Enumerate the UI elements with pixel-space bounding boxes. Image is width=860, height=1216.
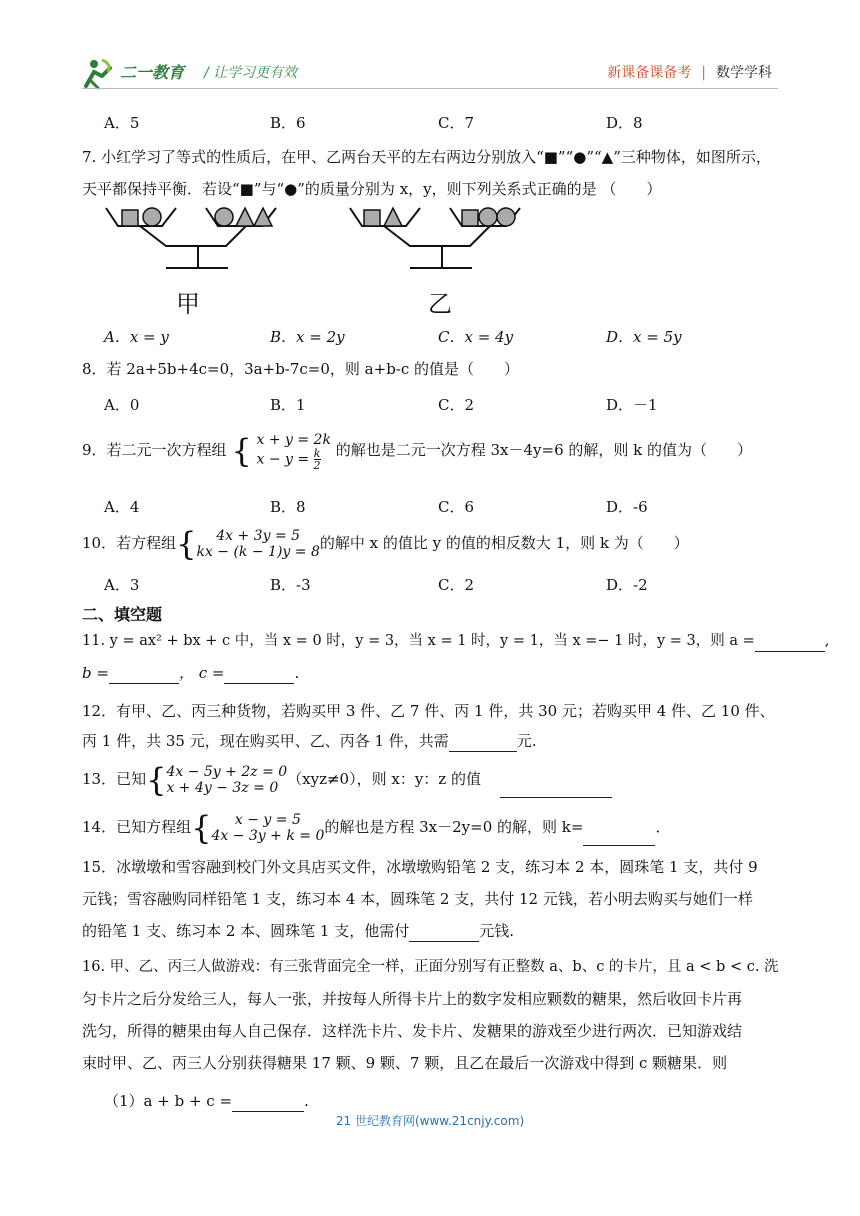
header-rule	[82, 88, 778, 89]
square-icon	[462, 210, 478, 226]
q10-system	[196, 528, 319, 560]
circle-icon	[143, 208, 161, 226]
q9-option-d: D．-6	[606, 498, 648, 516]
balance-figure	[96, 200, 716, 320]
logo-text: 二一教育	[120, 63, 185, 82]
brace-icon: {	[191, 809, 212, 847]
q11-blank-a[interactable]	[755, 651, 825, 652]
q9-eq1: x + y = 2k	[256, 431, 331, 448]
q9-option-a: A．4	[104, 498, 140, 516]
q11-line2: b = ， c = .	[82, 664, 300, 682]
q12-line2: 丙 1 件，共 35 元，现在购买甲、乙、丙各 1 件，共需 元.	[82, 732, 537, 750]
q12-line1: 12．有甲、乙、丙三种货物，若购买甲 3 件、乙 7 件、丙 1 件，共 30 元；若购买甲 4 件、乙 10 件、	[82, 702, 775, 720]
label-yi: 乙	[428, 290, 452, 318]
header-course: 新课备课备考	[607, 65, 692, 81]
q8-option-b: B．1	[270, 396, 306, 414]
q15-blank[interactable]	[409, 941, 479, 942]
circle-icon	[215, 208, 233, 226]
section-title: 二、填空题	[82, 605, 163, 624]
square-icon	[122, 210, 138, 226]
q15-line2: 元钱；雪容融购同样铅笔 1 支，练习本 4 本，圆珠笔 2 支，共付 12 元钱，若小明去购买与她们一样	[82, 890, 753, 908]
q10-eq2: kx − (k − 1)y = 8	[196, 544, 320, 560]
q10-option-c: C．2	[438, 576, 475, 594]
q10-option-a: A．3	[104, 576, 140, 594]
header-subject: 数学学科	[716, 65, 772, 81]
q7-text-line1: 7. 小红学习了等式的性质后，在甲、乙两台天平的左右两边分别放入“■”“●”“▲”三种物体，如图所示，	[82, 148, 771, 166]
circle-icon	[479, 208, 497, 226]
q10-eq1: 4x + 3y = 5	[216, 528, 301, 544]
q10-option-b: B．-3	[270, 576, 311, 594]
q11-text: 11. y = ax² + bx + c 中，当 x = 0 时，y = 3，当 x = 1 时，y = 1，当 x =− 1 时，y = 3，则 a =	[82, 633, 755, 649]
q8-option-d: D．－1	[606, 396, 658, 414]
q6-option-a: A．5	[104, 114, 140, 132]
q7-option-b: B．x = 2y	[270, 328, 345, 346]
q9-prefix: 9．若二元一次方程组	[82, 441, 227, 459]
page-header	[0, 0, 860, 96]
q10-prefix: 10．若方程组	[82, 534, 177, 552]
q14-text: 14．已知方程组{ x − y = 5 4x − 3y + k = 0 的解也是方程 3x－2y=0 的解，则 k= ．	[82, 809, 671, 847]
q16-sub1: （1）a + b + c = .	[104, 1092, 309, 1110]
q9-system	[256, 432, 330, 471]
q6-option-c: C．7	[438, 114, 475, 132]
q7-option-d: D．x = 5y	[606, 328, 682, 346]
q10-suffix: 的解中 x 的值比 y 的值的相反数大 1，则 k 为（ ）	[319, 534, 689, 552]
q8-option-c: C．2	[438, 396, 475, 414]
q9-option-b: B．8	[270, 498, 306, 516]
q11-b-label: b =	[82, 664, 109, 682]
q11-blank-b[interactable]	[109, 683, 179, 684]
q16-line2: 匀卡片之后分发给三人，每人一张，并按每人所得卡片上的数字发相应颗数的糖果，然后收回卡片再	[82, 990, 743, 1008]
q15-line1: 15．冰墩墩和雪容融到校门外文具店买文件，冰墩墩购铅笔 2 支，练习本 2 本，圆珠笔 1 支，共付 9	[82, 858, 758, 876]
q11-line1: 11. y = ax² + bx + c 中，当 x = 0 时，y = 3，当 x = 1 时，y = 1，当 x =− 1 时，y = 3，则 a = ,	[82, 630, 829, 652]
header-right	[607, 62, 772, 82]
q9-option-c: C．6	[438, 498, 475, 516]
square-icon	[364, 210, 380, 226]
triangle-icon	[236, 208, 254, 226]
q14-blank[interactable]	[583, 845, 655, 846]
q10-text	[82, 524, 689, 562]
slogan: / 让学习更有效	[204, 65, 298, 81]
q9-text	[82, 430, 752, 471]
q7-option-c: C．x = 4y	[438, 328, 514, 346]
q11-c-label: ， c =	[178, 664, 225, 682]
q16-line4: 束时甲、乙、丙三人分别获得糖果 17 颗、9 颗、7 颗，且乙在最后一次游戏中得到 c 颗糖果．则	[82, 1054, 728, 1072]
q6-option-b: B．6	[270, 114, 306, 132]
q8-option-a: A．0	[104, 396, 140, 414]
brace-icon: {	[231, 432, 252, 470]
triangle-icon	[384, 208, 402, 226]
label-jia: 甲	[176, 290, 200, 318]
q15-line3: 的铅笔 1 支、练习本 2 本、圆珠笔 1 支，他需付 元钱.	[82, 922, 515, 940]
q13-text: 13．已知{ 4x − 5y + 2z = 0 x + 4y − 3z = 0 （xyz≠0），则 x：y：z 的值	[82, 760, 612, 798]
header-separator: |	[701, 65, 706, 81]
q7-text-line2: 天平都保持平衡．若设“■”与“●”的质量分别为 x，y，则下列关系式正确的是 （ ）	[82, 180, 662, 198]
circle-icon	[497, 208, 515, 226]
q14-system: x − y = 5 4x − 3y + k = 0	[211, 812, 325, 844]
q9-fraction: $\frac{k}{2}$	[313, 446, 321, 472]
q6-option-d: D．8	[606, 114, 643, 132]
q13-system: 4x − 5y + 2z = 0 x + 4y − 3z = 0	[166, 764, 288, 796]
brace-icon: {	[146, 761, 167, 799]
q9-eq2: x − y =	[256, 451, 310, 467]
q16-line3: 洗匀，所得的糖果由每人自己保存．这样洗卡片、发卡片、发糖果的游戏至少进行两次．已知游戏结	[82, 1022, 743, 1040]
q8-text: 8．若 2a+5b+4c=0，3a+b-7c=0，则 a+b-c 的值是（ ）	[82, 360, 520, 378]
page-footer: 21 世纪教育网(www.21cnjy.com)	[335, 1114, 525, 1128]
q11-blank-c[interactable]	[224, 683, 294, 684]
brace-icon: {	[176, 525, 197, 563]
q9-suffix: 的解也是二元一次方程 3x－4y=6 的解，则 k 的值为（ ）	[335, 441, 753, 459]
q13-blank[interactable]	[500, 797, 612, 798]
q7-option-a: A．x = y	[104, 328, 169, 346]
q10-option-d: D．-2	[606, 576, 648, 594]
q12-blank[interactable]	[449, 751, 517, 752]
q16-line1: 16. 甲、乙、丙三人做游戏：有三张背面完全一样，正面分别写有正整数 a、b、c 的卡片，且 a < b < c. 洗	[82, 959, 779, 975]
